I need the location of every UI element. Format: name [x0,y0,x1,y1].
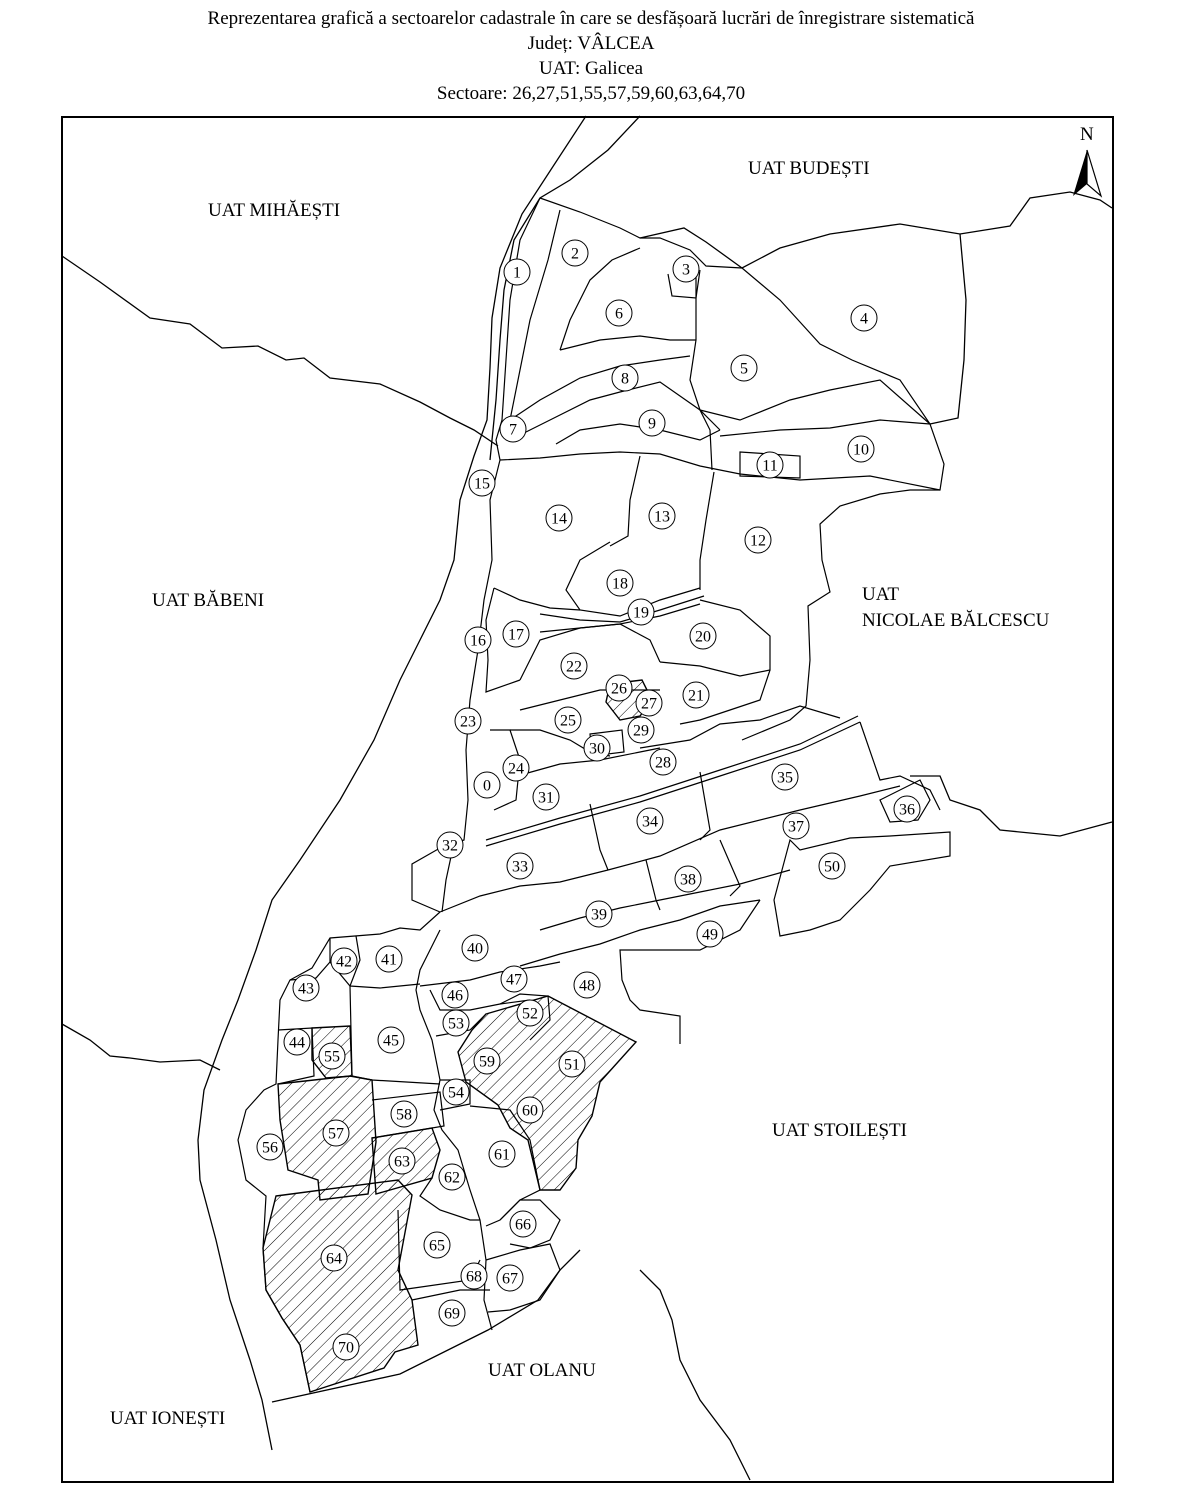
divider-50 [774,832,950,936]
north-label: N [1080,124,1094,145]
sector-number-label: 18 [612,575,628,593]
boundary-nicolae [910,776,1112,836]
sector-marker-39 [586,901,612,927]
divider-9-south [556,424,720,444]
sector-number-label: 41 [381,951,397,969]
sector-number-label: 69 [444,1305,460,1323]
sector-number-label: 23 [460,713,476,731]
sector-marker-44 [284,1029,310,1055]
sector-marker-55 [319,1043,345,1069]
sector-number-label: 0 [483,777,491,795]
uat-stoilesti-label: UAT STOILEȘTI [772,1120,907,1141]
divider-28 [640,706,840,748]
north-arrow [1073,124,1101,196]
sector-marker-2 [562,240,588,266]
sector-marker-18 [607,570,633,596]
sector-number-label: 35 [777,769,793,787]
sector-number-label: 28 [655,754,671,772]
sector-number-label: 26 [611,680,627,698]
sector-marker-45 [378,1027,404,1053]
map-title: Reprezentarea grafică a sectoarelor cadastrale în care se desfășoară lucrări de înregistrare sistematică [207,8,975,29]
sector-number-label: 19 [633,604,649,622]
sector-number-label: 3 [682,261,690,279]
sector-marker-51 [559,1051,585,1077]
sector-marker-63 [389,1148,415,1174]
sector-number-label: 15 [474,475,490,493]
sector-number-label: 63 [394,1153,410,1171]
sector-number-label: 27 [641,695,657,713]
sector-marker-46 [442,982,468,1008]
sector-marker-50 [819,853,845,879]
sector-marker-60 [517,1097,543,1123]
sector-marker-30 [584,735,610,761]
sector-number-label: 55 [324,1048,340,1066]
sector-marker-32 [437,832,463,858]
uat-nicolae-label-1: UAT [862,584,899,605]
divider-9 [510,382,720,440]
sector-marker-9 [639,410,665,436]
divider-6-8 [560,336,696,350]
sector-number-label: 65 [429,1237,445,1255]
sector-marker-41 [376,946,402,972]
sector-number-label: 46 [447,987,463,1005]
divider-8-9 [510,356,690,420]
divider-10 [720,420,930,436]
divider-13-12 [700,472,714,590]
boundary-budesti [640,192,1112,268]
sector-marker-5 [731,355,757,381]
north-outline [540,198,944,740]
sector-marker-25 [555,707,581,733]
sector-marker-28 [650,749,676,775]
sector-number-label: 17 [508,626,524,644]
uat-line: UAT: Galicea [538,58,644,79]
sector-marker-37 [783,813,809,839]
sector-marker-54 [443,1079,469,1105]
sector-number-label: 6 [615,305,623,323]
hatched-sector-64-70 [263,1180,418,1392]
sector-marker-53 [443,1010,469,1036]
divider-5-4 [700,380,930,424]
divider-33-32 [442,852,452,912]
sector-number-label: 50 [824,858,840,876]
uat-nicolae-label-2: NICOLAE BĂLCESCU [862,610,1050,631]
sector-number-label: 44 [289,1034,305,1052]
sector-number-label: 62 [444,1169,460,1187]
sector-number-label: 12 [750,532,766,550]
divider-47-48 [420,962,560,986]
sector-number-label: 21 [688,687,704,705]
sector-number-label: 57 [328,1125,344,1143]
sector-marker-3 [673,256,699,282]
hatched-sector-51-59-60 [458,996,636,1190]
sector-marker-56 [257,1134,283,1160]
sector-number-label: 43 [298,980,314,998]
sector-marker-6 [606,300,632,326]
sector-number-label: 54 [448,1084,464,1102]
north-outline-west [412,198,540,912]
sector-number-label: 8 [621,370,629,388]
divider-13-14 [610,456,640,546]
boundary-budesti-east [930,234,966,424]
sector-marker-49 [697,921,723,947]
north-arrow-right [1087,150,1101,196]
uat-babeni-label: UAT BĂBENI [152,590,265,611]
sector-marker-40 [462,935,488,961]
sector-number-label: 64 [326,1250,342,1268]
sector-number-label: 20 [695,628,711,646]
sector-number-label: 10 [853,441,869,459]
sector-marker-27 [636,690,662,716]
sector-number-label: 2 [571,245,579,263]
uat-ionesti-label: UAT IONEȘTI [110,1408,226,1429]
sector-number-label: 58 [396,1106,412,1124]
sector-marker-24 [503,755,529,781]
sector-marker-12 [745,527,771,553]
sector-number-label: 40 [467,940,483,958]
sector-number-label: 31 [538,789,554,807]
sector-number-label: 68 [466,1268,482,1286]
uat-boundaries [62,116,1112,1480]
divider-39 [540,870,790,930]
sector-marker-1 [504,259,530,285]
sector-number-label: 33 [512,858,528,876]
sector-marker-7 [500,416,526,442]
uat-labels [110,158,1050,1429]
divider-39b [520,900,760,966]
sector-number-label: 52 [522,1005,538,1023]
sector-marker-64 [321,1245,347,1271]
sector-marker-59 [474,1048,500,1074]
county-line: Județ: VÂLCEA [527,33,655,54]
sectors-line: Sectoare: 26,27,51,55,57,59,60,63,64,70 [436,83,746,104]
sector-marker-38 [675,866,701,892]
sector-number-label: 53 [448,1015,464,1033]
sector-number-label: 59 [479,1053,495,1071]
sector-marker-67 [497,1265,523,1291]
sector-marker-11 [757,452,783,478]
sector-number-label: 24 [508,760,524,778]
south-east-outline [620,900,760,1044]
sector-marker-66 [510,1211,536,1237]
sector-marker-43 [293,975,319,1001]
sector-marker-0 [474,772,500,798]
sector-number-label: 30 [589,740,605,758]
sector-number-label: 13 [654,508,670,526]
sector-marker-47 [501,966,527,992]
sector-marker-52 [517,1000,543,1026]
sector-number-label: 1 [513,264,521,282]
sector-number-label: 61 [494,1146,510,1164]
sector-marker-22 [561,653,587,679]
sector-number-label: 38 [680,871,696,889]
boundary-stoilesti [640,1270,750,1480]
sector-marker-48 [574,972,600,998]
sector-number-label: 25 [560,712,576,730]
divider-34b [700,772,710,840]
sector-marker-42 [331,948,357,974]
sector-number-label: 4 [860,310,868,328]
divider-34 [590,804,608,870]
sector-marker-21 [683,682,709,708]
sector-marker-57 [323,1120,349,1146]
sector-number-label: 14 [551,510,567,528]
sector-marker-16 [465,627,491,653]
divider-1-2 [510,210,560,420]
sector-number-label: 47 [506,971,522,989]
sector-marker-35 [772,764,798,790]
sector-marker-34 [637,808,663,834]
sector-number-label: 39 [591,906,607,924]
sector-number-label: 42 [336,953,352,971]
sector-marker-19 [628,599,654,625]
sector-marker-61 [489,1141,515,1167]
sector-number-label: 32 [442,837,458,855]
sector-number-label: 37 [788,818,804,836]
divider-9-14 [500,452,940,490]
sector-marker-36 [894,796,920,822]
sector-number-label: 34 [642,813,658,831]
sector-marker-4 [851,305,877,331]
sector-number-label: 36 [899,801,915,819]
sector-marker-13 [649,503,675,529]
sector-marker-33 [507,853,533,879]
sector-number-label: 49 [702,926,718,944]
sector-number-label: 67 [502,1270,518,1288]
uat-mihaesti-label: UAT MIHĂEȘTI [208,200,341,221]
sector-number-label: 70 [338,1339,354,1357]
sector-number-label: 9 [648,415,656,433]
boundary-ionesti [62,1024,220,1070]
sector-marker-23 [455,708,481,734]
sector-marker-14 [546,505,572,531]
sector-number-label: 56 [262,1139,278,1157]
sector-marker-70 [333,1334,359,1360]
sector-marker-15 [469,470,495,496]
sector-number-label: 16 [470,632,486,650]
sector-marker-31 [533,784,559,810]
sector-number-label: 48 [579,977,595,995]
sector-marker-69 [439,1300,465,1326]
sector-number-label: 45 [383,1032,399,1050]
sector-marker-17 [503,621,529,647]
sector-number-label: 7 [509,421,517,439]
sector-marker-26 [606,675,632,701]
sector-number-label: 66 [515,1216,531,1234]
uat-olanu-label: UAT OLANU [488,1360,596,1381]
north-arrow-left [1073,150,1087,196]
boundary-mihaesti [62,256,498,446]
sector-number-label: 29 [633,722,649,740]
sector-number-label: 11 [762,457,778,475]
divider-69 [412,1290,490,1300]
sector-number-label: 51 [564,1056,580,1074]
sector-marker-58 [391,1101,417,1127]
sector-marker-62 [439,1164,465,1190]
sector-number-label: 60 [522,1102,538,1120]
sector-number-label: 5 [740,360,748,378]
sector-marker-68 [461,1263,487,1289]
sector-number-label: 22 [566,658,582,676]
sector-marker-20 [690,623,716,649]
sector-marker-29 [628,717,654,743]
sector-marker-8 [612,365,638,391]
sector-marker-10 [848,436,874,462]
uat-budesti-label: UAT BUDEȘTI [748,158,870,179]
sector-marker-65 [424,1232,450,1258]
